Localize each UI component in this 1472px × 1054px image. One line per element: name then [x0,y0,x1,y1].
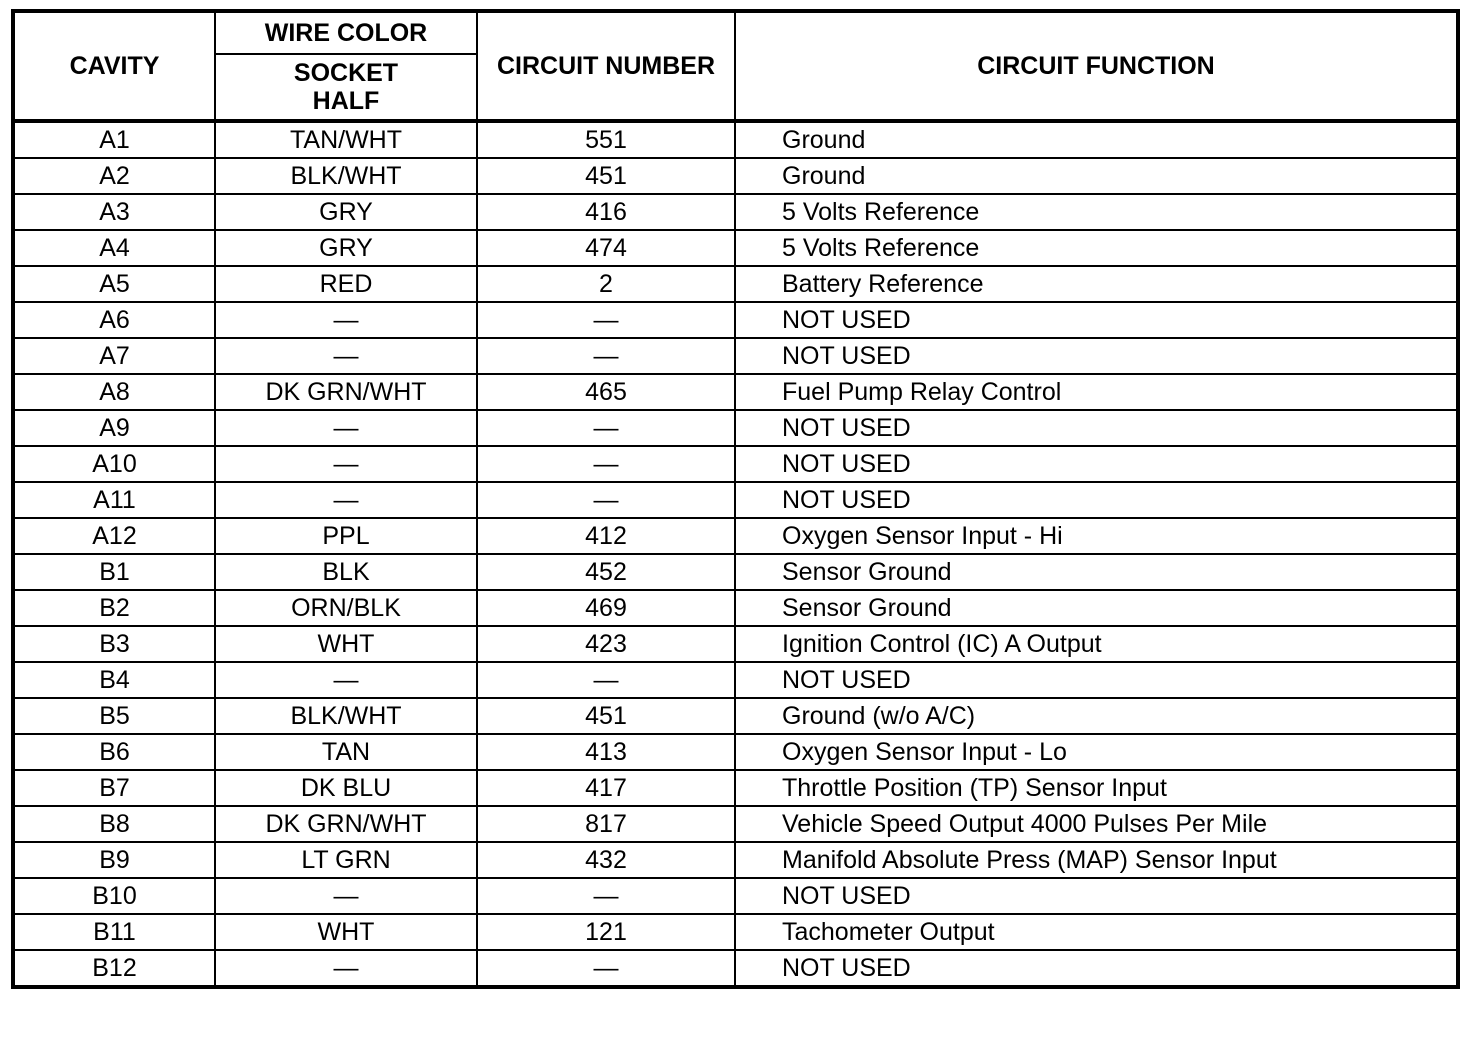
table-body [13,121,1458,987]
wire-color-cell: — [215,302,477,338]
cavity-cell: A6 [13,302,215,338]
cavity-cell: A3 [13,194,215,230]
circuit-function-cell: Tachometer Output [735,914,1458,950]
cavity-cell: B7 [13,770,215,806]
table-row [13,554,1458,590]
cavity-cell: B5 [13,698,215,734]
cavity-cell: A8 [13,374,215,410]
circuit-number-cell: — [477,878,735,914]
wire-color-cell: BLK/WHT [215,158,477,194]
cavity-cell: B9 [13,842,215,878]
wire-color-cell: BLK [215,554,477,590]
table-row [13,374,1458,410]
wire-color-cell: — [215,950,477,987]
wire-color-cell: TAN/WHT [215,121,477,158]
circuit-number-cell: 551 [477,121,735,158]
cavity-cell: B8 [13,806,215,842]
cavity-cell: A9 [13,410,215,446]
cavity-cell: B6 [13,734,215,770]
circuit-function-cell: Ground (w/o A/C) [735,698,1458,734]
circuit-number-cell: — [477,662,735,698]
wire-color-cell: — [215,338,477,374]
connector-pinout-page [11,9,1456,1046]
cavity-cell: B3 [13,626,215,662]
cavity-cell: B4 [13,662,215,698]
table-row [13,914,1458,950]
circuit-function-cell: Battery Reference [735,266,1458,302]
connector-pinout-table [11,9,1460,989]
circuit-number-cell: 417 [477,770,735,806]
wire-color-cell: RED [215,266,477,302]
circuit-number-cell: 432 [477,842,735,878]
table-row [13,626,1458,662]
table-row [13,482,1458,518]
wire-color-cell: WHT [215,914,477,950]
circuit-number-cell: 451 [477,698,735,734]
circuit-number-cell: 469 [477,590,735,626]
table-row [13,158,1458,194]
circuit-number-cell: — [477,482,735,518]
table-row [13,230,1458,266]
wire-color-cell: — [215,662,477,698]
circuit-number-cell: 416 [477,194,735,230]
header-socket-half [215,54,477,121]
cavity-cell: B2 [13,590,215,626]
wire-color-cell: — [215,446,477,482]
table-header [13,11,1458,121]
circuit-function-cell: NOT USED [735,302,1458,338]
cavity-cell: A4 [13,230,215,266]
header-wire-color: WIRE COLOR [215,11,477,54]
header-circuit-number [477,11,735,121]
circuit-function-cell: NOT USED [735,662,1458,698]
wire-color-cell: — [215,878,477,914]
circuit-function-cell: NOT USED [735,878,1458,914]
cavity-cell: A7 [13,338,215,374]
wire-color-cell: — [215,482,477,518]
table-row [13,121,1458,158]
circuit-number-cell: 474 [477,230,735,266]
cavity-cell: B12 [13,950,215,987]
circuit-number-cell: 423 [477,626,735,662]
circuit-function-cell: Sensor Ground [735,554,1458,590]
circuit-number-cell: 121 [477,914,735,950]
circuit-function-cell: Throttle Position (TP) Sensor Input [735,770,1458,806]
circuit-function-cell: Sensor Ground [735,590,1458,626]
cavity-cell: A1 [13,121,215,158]
circuit-number-cell: — [477,302,735,338]
circuit-number-cell: 2 [477,266,735,302]
table-row [13,842,1458,878]
circuit-function-cell: Ground [735,158,1458,194]
header-circuit-function: CIRCUIT FUNCTION [735,11,1458,121]
header-cavity: CAVITY [13,11,215,121]
table-row [13,698,1458,734]
wire-color-cell: ORN/BLK [215,590,477,626]
table-row [13,770,1458,806]
table-row [13,590,1458,626]
wire-color-cell: LT GRN [215,842,477,878]
cavity-cell: A2 [13,158,215,194]
wire-color-cell: DK GRN/WHT [215,806,477,842]
table-row [13,302,1458,338]
table-row [13,806,1458,842]
circuit-number-cell: 412 [477,518,735,554]
circuit-function-cell: Ignition Control (IC) A Output [735,626,1458,662]
circuit-function-cell: 5 Volts Reference [735,194,1458,230]
table-row [13,518,1458,554]
circuit-function-cell: Oxygen Sensor Input - Lo [735,734,1458,770]
circuit-function-cell: Fuel Pump Relay Control [735,374,1458,410]
wire-color-cell: GRY [215,230,477,266]
cavity-cell: A12 [13,518,215,554]
circuit-function-cell: Manifold Absolute Press (MAP) Sensor Input [735,842,1458,878]
table-row [13,338,1458,374]
cavity-cell: A11 [13,482,215,518]
wire-color-cell: — [215,410,477,446]
circuit-function-cell: Ground [735,121,1458,158]
circuit-number-cell: — [477,410,735,446]
table-row [13,194,1458,230]
table-row [13,410,1458,446]
circuit-number-cell: — [477,338,735,374]
cavity-cell: A10 [13,446,215,482]
wire-color-cell: BLK/WHT [215,698,477,734]
wire-color-cell: PPL [215,518,477,554]
table-row [13,950,1458,987]
circuit-function-cell: Oxygen Sensor Input - Hi [735,518,1458,554]
circuit-function-cell: NOT USED [735,482,1458,518]
circuit-function-cell: NOT USED [735,446,1458,482]
circuit-number-cell: 817 [477,806,735,842]
cavity-cell: A5 [13,266,215,302]
circuit-number-cell: 452 [477,554,735,590]
cavity-cell: B10 [13,878,215,914]
wire-color-cell: WHT [215,626,477,662]
circuit-number-cell: — [477,950,735,987]
circuit-number-cell: — [477,446,735,482]
cavity-cell: B11 [13,914,215,950]
table-row [13,266,1458,302]
table-row [13,446,1458,482]
wire-color-cell: DK GRN/WHT [215,374,477,410]
circuit-function-cell: Vehicle Speed Output 4000 Pulses Per Mile [735,806,1458,842]
wire-color-cell: GRY [215,194,477,230]
circuit-function-cell: NOT USED [735,338,1458,374]
circuit-number-cell: 413 [477,734,735,770]
circuit-number-cell: 465 [477,374,735,410]
header-socket-half-label: SOCKET HALF [293,59,399,115]
wire-color-cell: TAN [215,734,477,770]
circuit-function-cell: NOT USED [735,950,1458,987]
cavity-cell: B1 [13,554,215,590]
table-row [13,878,1458,914]
wire-color-cell: DK BLU [215,770,477,806]
table-row [13,662,1458,698]
table-row [13,734,1458,770]
circuit-function-cell: NOT USED [735,410,1458,446]
circuit-number-cell: 451 [477,158,735,194]
header-circuit-number-label: CIRCUIT NUMBER [496,52,716,80]
circuit-function-cell: 5 Volts Reference [735,230,1458,266]
